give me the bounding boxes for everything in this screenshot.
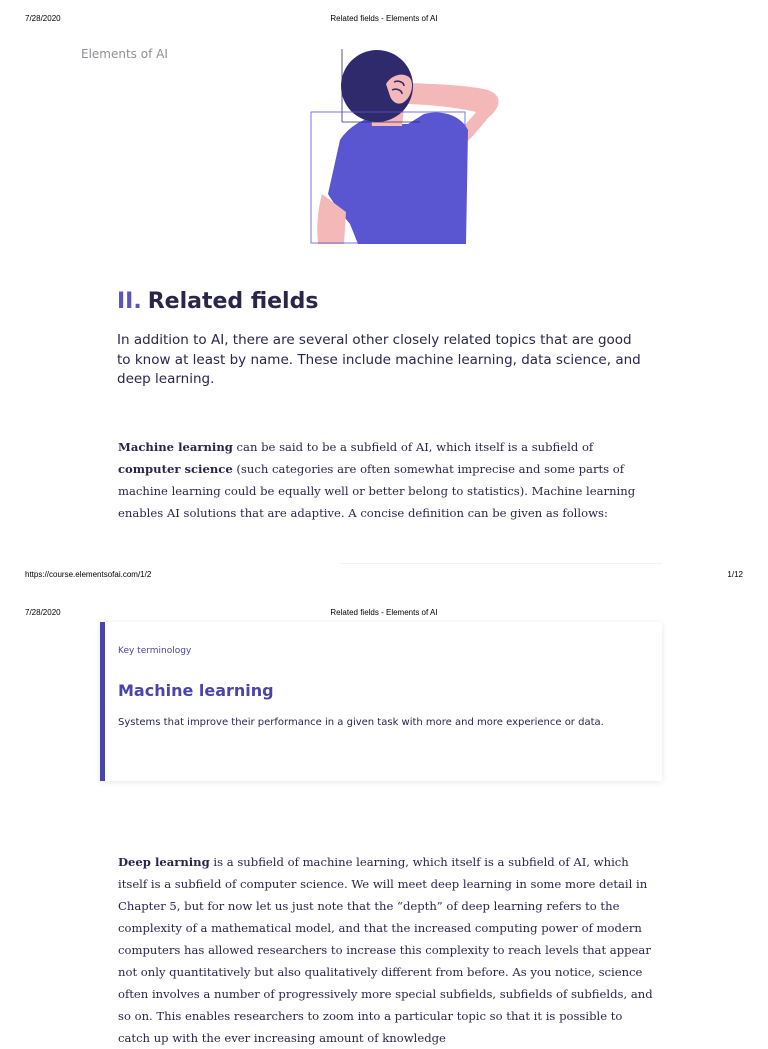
person-scratching-head-illustration (300, 44, 510, 250)
print-date-page2: 7/28/2020 (25, 608, 61, 617)
section-title-text: Related fields (147, 289, 319, 314)
print-title: Related fields - Elements of AI (330, 14, 438, 23)
print-header (0, 14, 768, 28)
section-number: II. (117, 289, 142, 314)
dl-text: is a subfield of machine learning, which itself is a subfield of AI, which itself is a subfield of computer science. We will meet deep learning in some more detail in Chapter 5, but for now let us just note that the “depth” of deep learning refers to the complexity of a mathematical model, and that the increased computing power of modern computers has allowed researchers to increase this complexity to reach levels that appear not only quantitatively but also qualitatively different from before. As you notice, science often involves a number of progressively more special subfields, subfields of subfields, and so on. This enables researchers to zoom into a particular topic so that it is possible to catch up with the ever increasing amount of knowledge (118, 855, 653, 1045)
cs-term: computer science (118, 462, 233, 476)
ml-term: Machine learning (118, 440, 233, 454)
print-title-page2: Related fields - Elements of AI (330, 608, 438, 617)
ml-text-1: can be said to be a subfield of AI, which itself is a subfield of (232, 440, 594, 454)
page-number: 1/12 (727, 570, 743, 579)
ml-paragraph (118, 436, 658, 524)
card-kicker: Key terminology (118, 646, 192, 656)
card-term: Machine learning (118, 681, 274, 700)
brand-logo-text[interactable]: Elements of AI (81, 47, 168, 61)
card-definition: Systems that improve their performance in a given task with more and more experience or data. (118, 717, 604, 728)
section-title (117, 289, 318, 314)
page-divider (340, 563, 662, 564)
print-footer (0, 570, 768, 584)
print-header-page2 (0, 608, 768, 622)
dl-term: Deep learning (118, 855, 210, 869)
print-date: 7/28/2020 (25, 14, 61, 23)
key-terminology-card (100, 622, 662, 781)
dl-paragraph (118, 851, 658, 1049)
ml-text-2: (such categories are often somewhat imprecise and some parts of machine learning could be equally well or better belong to statistics). Machine learning enables AI solutions that are adaptive. A concise definition can be given as follows: (118, 462, 636, 520)
lead-paragraph: In addition to AI, there are several other closely related topics that are good to know at least by name. These include machine learning, data science, and deep learning. (117, 332, 641, 387)
print-url[interactable]: https://course.elementsofai.com/1/2 (25, 570, 152, 579)
